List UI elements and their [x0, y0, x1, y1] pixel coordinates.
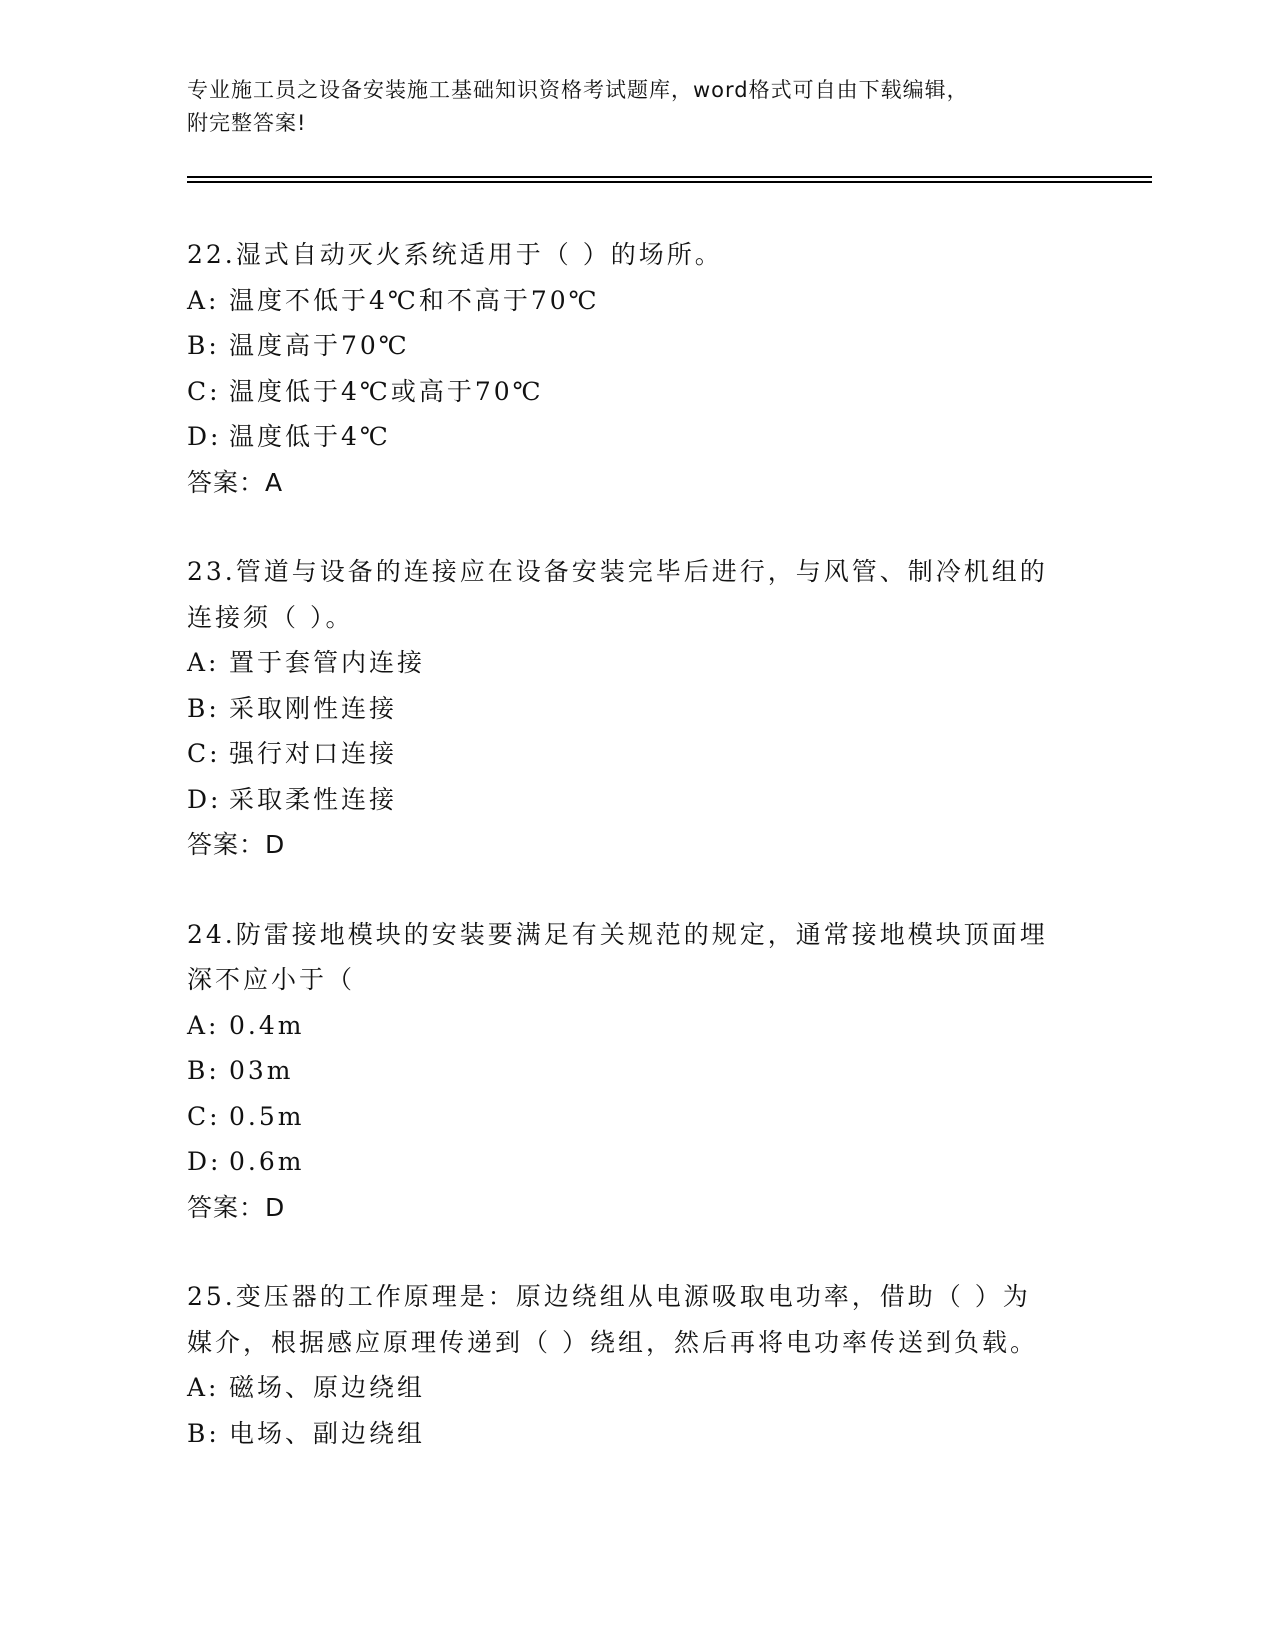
answer-option: [187, 1411, 1087, 1457]
option-label: A:: [187, 1010, 220, 1040]
option-text: 0.5m: [229, 1101, 305, 1131]
option-label: D:: [187, 1147, 222, 1176]
question-stem: [187, 549, 1087, 640]
answer-option: [187, 777, 1087, 823]
question-stem: [187, 912, 1087, 1003]
question-stem-line: 25.变压器的工作原理是：原边绕组从电源吸取电功率，借助（ ）为: [187, 1282, 1031, 1311]
document-header: [187, 74, 1067, 140]
question-block: [187, 549, 1087, 868]
answer-option: [187, 278, 1087, 324]
question-stem-line: 媒介，根据感应原理传递到（ ）绕组，然后再将电功率传送到负载。: [187, 1327, 1038, 1357]
option-text: 温度低于4℃或高于70℃: [229, 376, 544, 406]
header-divider-top: [187, 176, 1152, 178]
header-divider-bottom: [187, 181, 1152, 183]
answer-option: [187, 1139, 1087, 1185]
answer-option: [187, 1365, 1087, 1411]
answer-key: 答案：A: [187, 467, 284, 497]
option-text: 电场、副边绕组: [229, 1418, 426, 1448]
question-list: [187, 232, 1087, 1500]
option-label: C:: [187, 376, 221, 406]
answer-key: 答案：D: [187, 830, 286, 859]
question-stem-line: 深不应小于（: [187, 965, 356, 994]
option-text: 采取刚性连接: [229, 693, 398, 723]
option-text: 磁场、原边绕组: [229, 1373, 426, 1402]
option-text: 温度低于4℃: [229, 422, 391, 451]
answer-option: [187, 1048, 1087, 1094]
option-label: C:: [187, 1101, 221, 1131]
answer-option: [187, 640, 1087, 686]
option-label: C:: [187, 739, 221, 768]
option-label: B:: [187, 1418, 220, 1448]
option-text: 0.4m: [229, 1010, 305, 1040]
option-label: D:: [187, 784, 222, 814]
option-label: B:: [187, 331, 220, 360]
option-text: 03m: [229, 1056, 294, 1085]
answer-option: [187, 731, 1087, 777]
question-block: [187, 1274, 1087, 1456]
option-text: 温度高于70℃: [229, 331, 410, 360]
answer-option: [187, 323, 1087, 369]
option-label: D:: [187, 422, 222, 451]
question-block: [187, 232, 1087, 505]
option-label: A:: [187, 648, 220, 677]
option-label: B:: [187, 693, 220, 723]
question-stem: [187, 1274, 1087, 1365]
option-label: A:: [187, 285, 220, 315]
header-line-1: 专业施工员之设备安装施工基础知识资格考试题库，word格式可自由下载编辑，: [187, 78, 969, 102]
option-text: 置于套管内连接: [229, 648, 426, 677]
answer-option: [187, 414, 1087, 460]
question-stem-line: 23.管道与设备的连接应在设备安装完毕后进行，与风管、制冷机组的: [187, 557, 1048, 586]
option-label: A:: [187, 1373, 220, 1402]
answer-option: [187, 1003, 1087, 1049]
question-stem: [187, 232, 1087, 278]
option-text: 温度不低于4℃和不高于70℃: [229, 285, 600, 315]
option-text: 0.6m: [229, 1147, 305, 1176]
question-stem-line: 24.防雷接地模块的安装要满足有关规范的规定，通常接地模块顶面埋: [187, 919, 1048, 949]
question-block: [187, 912, 1087, 1231]
option-text: 采取柔性连接: [229, 784, 398, 814]
option-label: B:: [187, 1056, 220, 1085]
question-stem-line: 连接须（ ）。: [187, 602, 354, 632]
answer-option: [187, 1094, 1087, 1140]
question-stem-line: 22.湿式自动灭火系统适用于（ ）的场所。: [187, 240, 723, 269]
answer-key: 答案：D: [187, 1192, 286, 1222]
answer-option: [187, 686, 1087, 732]
option-text: 强行对口连接: [229, 739, 398, 768]
answer-option: [187, 369, 1087, 415]
header-line-2: 附完整答案!: [187, 111, 307, 135]
